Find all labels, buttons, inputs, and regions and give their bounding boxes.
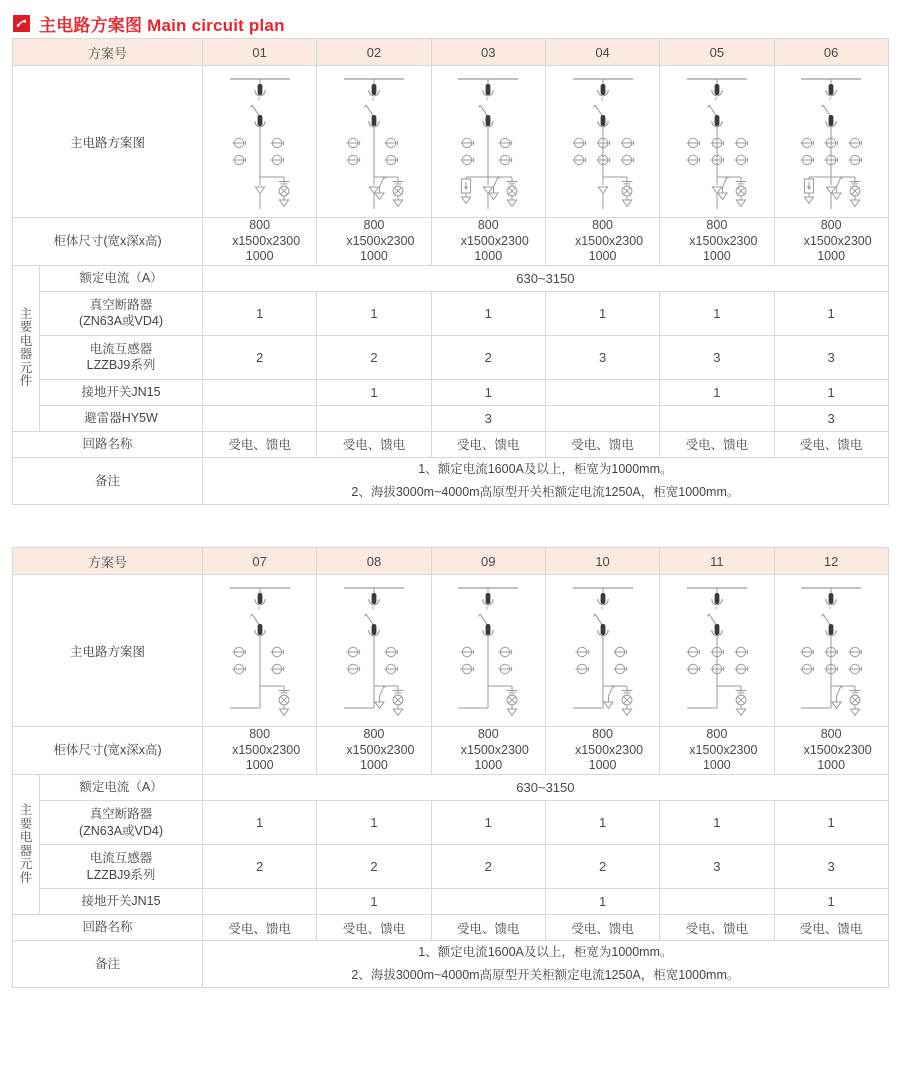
dimension-alt-width: 1000 <box>360 758 388 773</box>
circuit-name-cell: 受电、馈电 <box>545 431 659 457</box>
component-qty-cell: 1 <box>774 379 888 405</box>
component-qty-cell: 3 <box>545 335 659 379</box>
header-plan-no: 03 <box>431 39 545 66</box>
component-row-label: 额定电流（A） <box>40 775 203 801</box>
circuit-diagram-cell <box>431 575 545 727</box>
component-qty-cell: 2 <box>317 845 431 889</box>
header-plan-no: 09 <box>431 548 545 575</box>
component-qty-cell: 3 <box>774 845 888 889</box>
component-row-label: 避雷器HY5W <box>40 405 203 431</box>
header-plan-no: 12 <box>774 548 888 575</box>
header-plan-no: 04 <box>545 39 659 66</box>
component-qty-cell: 1 <box>545 291 659 335</box>
dimension-depth-height: x1500x2300 <box>574 742 644 757</box>
dimension-depth-height: x1500x2300 <box>232 742 301 757</box>
component-row-label: 接地开关JN15 <box>40 889 203 915</box>
component-qty-cell: 1 <box>203 291 317 335</box>
component-row <box>13 405 889 431</box>
circuit-name-cell: 受电、馈电 <box>203 431 317 457</box>
vlabel-char: 要 <box>19 320 33 335</box>
component-group-label <box>13 265 40 431</box>
component-qty-cell: 1 <box>317 801 431 845</box>
dimension-width: 800 <box>592 218 613 232</box>
dimension-alt-width: 1000 <box>360 249 388 264</box>
circuit-name-cell: 受电、馈电 <box>774 431 888 457</box>
dimension-cell <box>660 218 774 266</box>
dimension-width: 800 <box>820 727 842 742</box>
component-row-label-line2: LZZBJ9系列 <box>86 867 156 882</box>
component-qty-cell <box>545 379 659 405</box>
component-qty-cell <box>660 889 774 915</box>
circuit-diagram-cell <box>317 575 431 727</box>
circuit-diagram-cell <box>660 575 774 727</box>
component-qty-cell <box>317 405 431 431</box>
component-qty-cell: 1 <box>431 801 545 845</box>
dimension-alt-width: 1000 <box>588 758 617 773</box>
component-qty-cell: 1 <box>660 291 774 335</box>
table-gap <box>0 505 900 547</box>
dimension-width: 800 <box>249 727 271 742</box>
component-qty-cell: 1 <box>774 889 888 915</box>
page-title: 主电路方案图 Main circuit plan <box>39 15 285 35</box>
dimension-cell <box>545 727 659 775</box>
component-qty-cell: 1 <box>431 379 545 405</box>
circuit-name-cell: 受电、馈电 <box>203 915 317 941</box>
component-row-label <box>40 291 203 335</box>
header-plan-no: 07 <box>203 548 317 575</box>
header-plan-label: 方案号 <box>13 548 203 575</box>
circuit-diagram-cell <box>774 575 888 727</box>
component-qty-cell: 1 <box>660 379 774 405</box>
header-plan-no: 11 <box>660 548 774 575</box>
component-row <box>13 291 889 335</box>
dimension-depth-height: x1500x2300 <box>689 233 758 248</box>
dimension-width: 800 <box>477 727 499 742</box>
svg-text:x: x <box>828 96 832 102</box>
header-plan-label: 方案号 <box>13 39 203 66</box>
vlabel-char: 主 <box>19 803 33 817</box>
circuit-name-row <box>13 431 889 457</box>
remark-line: 2、海拔3000m~4000m高原型开关柜额定电流1250A，柜宽1000mm。 <box>351 485 740 499</box>
circuit-diagram-06 <box>775 67 888 217</box>
dimension-alt-width: 1000 <box>474 758 503 773</box>
component-qty-cell: 1 <box>660 801 774 845</box>
rated-current-value: 630~3150 <box>203 775 889 801</box>
remark-body <box>203 457 889 504</box>
diagram-row <box>13 66 889 218</box>
table-header-row <box>13 548 889 575</box>
component-row <box>13 845 889 889</box>
vlabel-char: 器 <box>19 347 33 362</box>
rated-current-value: 630~3150 <box>203 265 889 291</box>
circuit-diagram-cell <box>545 575 659 727</box>
circuit-name-cell: 受电、馈电 <box>317 915 431 941</box>
header-plan-no: 06 <box>774 39 888 66</box>
main-circuit-plan-table <box>12 547 889 988</box>
header-plan-no: 05 <box>660 39 774 66</box>
component-qty-cell: 1 <box>774 801 888 845</box>
circuit-diagram-01 <box>203 67 316 217</box>
svg-text:x: x <box>257 605 260 612</box>
svg-text:x: x <box>714 96 718 102</box>
component-qty-cell <box>203 889 317 915</box>
circuit-name-cell: 受电、馈电 <box>431 431 545 457</box>
component-qty-cell: 1 <box>545 801 659 845</box>
circuit-diagram-cell <box>545 66 659 218</box>
dimension-alt-width: 1000 <box>702 249 731 264</box>
dimension-depth-height: x1500x2300 <box>346 742 415 757</box>
dimension-width: 800 <box>706 218 728 232</box>
component-row <box>13 801 889 845</box>
svg-text:x: x <box>600 605 603 612</box>
page-title-bar <box>0 0 900 38</box>
vlabel-char: 要 <box>19 816 33 831</box>
dimension-cell <box>317 218 431 266</box>
component-qty-cell: 1 <box>545 889 659 915</box>
dimension-cell <box>774 218 888 266</box>
dimension-depth-height: x1500x2300 <box>574 233 644 248</box>
component-qty-cell: 2 <box>431 335 545 379</box>
svg-text:x: x <box>828 605 832 612</box>
dimension-width: 800 <box>363 727 385 742</box>
dimension-alt-width: 1000 <box>474 249 503 264</box>
dimension-cell <box>317 727 431 775</box>
component-row-label-line1: 真空断路器 <box>89 806 153 821</box>
component-qty-cell <box>431 889 545 915</box>
circuit-name-row-label: 回路名称 <box>13 915 203 941</box>
component-row <box>13 775 889 801</box>
circuit-diagram-cell <box>431 66 545 218</box>
component-row <box>13 335 889 379</box>
component-qty-cell: 1 <box>317 379 431 405</box>
circuit-diagram-cell <box>774 66 888 218</box>
component-qty-cell <box>203 379 317 405</box>
circuit-diagram-09 <box>432 576 545 726</box>
component-row <box>13 265 889 291</box>
dimension-depth-height: x1500x2300 <box>460 742 529 757</box>
dimension-width: 800 <box>363 218 385 232</box>
dimension-cell <box>431 727 545 775</box>
main-circuit-plan-table <box>12 38 889 505</box>
circuit-diagram-cell <box>660 66 774 218</box>
vlabel-char: 电 <box>19 333 33 348</box>
circuit-diagram-cell <box>203 66 317 218</box>
component-qty-cell <box>660 405 774 431</box>
svg-text:x: x <box>600 96 603 102</box>
component-qty-cell: 2 <box>203 335 317 379</box>
dimension-depth-height: x1500x2300 <box>232 233 301 248</box>
component-qty-cell: 2 <box>317 335 431 379</box>
remark-row <box>13 457 889 504</box>
component-group-label-text <box>13 804 39 885</box>
component-row <box>13 379 889 405</box>
dimension-depth-height: x1500x2300 <box>689 742 758 757</box>
component-qty-cell: 2 <box>545 845 659 889</box>
component-qty-cell <box>545 405 659 431</box>
svg-text:x: x <box>486 605 489 612</box>
remark-body <box>203 941 889 988</box>
svg-text:x: x <box>371 605 375 612</box>
dimension-width: 800 <box>477 218 499 232</box>
component-group-label <box>13 775 40 915</box>
svg-text:x: x <box>257 96 260 102</box>
dimension-cell <box>660 727 774 775</box>
dimension-width: 800 <box>592 727 613 742</box>
component-row-label-line2: (ZN63A或VD4) <box>78 823 164 838</box>
circuit-name-cell: 受电、馈电 <box>317 431 431 457</box>
header-plan-no: 02 <box>317 39 431 66</box>
component-row-label: 接地开关JN15 <box>40 379 203 405</box>
component-qty-cell: 3 <box>431 405 545 431</box>
component-row-label-line1: 电流互感器 <box>89 341 153 356</box>
header-plan-no: 08 <box>317 548 431 575</box>
component-group-label-text <box>13 308 39 389</box>
diagram-row-label: 主电路方案图 <box>13 66 203 218</box>
component-row-label <box>40 845 203 889</box>
circuit-diagram-12 <box>775 576 888 726</box>
vlabel-char: 元 <box>19 360 33 375</box>
dimension-cell <box>203 727 317 775</box>
table-section <box>0 547 900 988</box>
cabinet-dimension-row <box>13 218 889 266</box>
dimension-cell <box>203 218 317 266</box>
cabinet-dimension-row <box>13 727 889 775</box>
dimension-row-label: 柜体尺寸(宽x深x高) <box>13 727 203 775</box>
dimension-width: 800 <box>706 727 728 742</box>
circuit-diagram-03 <box>432 67 545 217</box>
red-square-logo-icon <box>13 15 30 32</box>
remark-label: 备注 <box>13 941 203 988</box>
dimension-depth-height: x1500x2300 <box>460 233 529 248</box>
component-qty-cell: 2 <box>203 845 317 889</box>
svg-text:x: x <box>714 605 718 612</box>
table-section <box>0 38 900 505</box>
circuit-diagram-cell <box>203 575 317 727</box>
dimension-alt-width: 1000 <box>817 758 846 773</box>
dimension-width: 800 <box>820 218 842 232</box>
vlabel-char: 件 <box>19 374 33 389</box>
component-qty-cell <box>203 405 317 431</box>
component-row-label-line2: LZZBJ9系列 <box>86 358 156 373</box>
remark-line: 1、额定电流1600A及以上，柜宽为1000mm。 <box>418 461 673 476</box>
dimension-alt-width: 1000 <box>245 249 274 264</box>
diagram-row-label: 主电路方案图 <box>13 575 203 727</box>
remark-line: 2、海拔3000m~4000m高原型开关柜额定电流1250A，柜宽1000mm。 <box>351 968 740 983</box>
component-row-label-line2: (ZN63A或VD4) <box>78 314 164 329</box>
circuit-diagram-04 <box>546 67 659 217</box>
circuit-diagram-10 <box>546 576 659 726</box>
circuit-diagram-05 <box>660 67 773 217</box>
circuit-diagram-cell <box>317 66 431 218</box>
tables-root <box>0 38 900 988</box>
vlabel-char: 件 <box>19 870 33 885</box>
circuit-diagram-08 <box>317 576 430 726</box>
component-row-label <box>40 335 203 379</box>
dimension-width: 800 <box>249 218 271 232</box>
dimension-depth-height: x1500x2300 <box>803 233 872 248</box>
vlabel-char: 主 <box>19 306 33 321</box>
dimension-cell <box>431 218 545 266</box>
dimension-alt-width: 1000 <box>245 758 274 773</box>
circuit-name-row <box>13 915 889 941</box>
component-qty-cell: 1 <box>431 291 545 335</box>
component-row-label: 额定电流（A） <box>40 265 203 291</box>
component-qty-cell: 1 <box>317 889 431 915</box>
component-qty-cell: 3 <box>660 335 774 379</box>
remark-label: 备注 <box>13 457 203 504</box>
component-row-label <box>40 801 203 845</box>
vlabel-char: 元 <box>19 857 33 871</box>
circuit-name-cell: 受电、馈电 <box>660 431 774 457</box>
header-plan-no: 10 <box>545 548 659 575</box>
circuit-name-row-label: 回路名称 <box>13 431 203 457</box>
component-qty-cell: 1 <box>203 801 317 845</box>
circuit-diagram-02 <box>317 67 430 217</box>
circuit-diagram-07 <box>203 576 316 726</box>
svg-text:x: x <box>371 96 375 102</box>
circuit-name-cell: 受电、馈电 <box>774 915 888 941</box>
component-qty-cell: 2 <box>431 845 545 889</box>
component-qty-cell: 3 <box>774 335 888 379</box>
dimension-alt-width: 1000 <box>588 249 617 264</box>
circuit-name-cell: 受电、馈电 <box>431 915 545 941</box>
circuit-name-cell: 受电、馈电 <box>545 915 659 941</box>
component-row <box>13 889 889 915</box>
component-qty-cell: 1 <box>317 291 431 335</box>
dimension-cell <box>774 727 888 775</box>
component-qty-cell: 1 <box>774 291 888 335</box>
component-qty-cell: 3 <box>660 845 774 889</box>
dimension-alt-width: 1000 <box>817 249 846 264</box>
svg-text:x: x <box>486 96 489 102</box>
vlabel-char: 电 <box>19 830 33 844</box>
component-row-label-line1: 真空断路器 <box>89 297 153 312</box>
circuit-name-cell: 受电、馈电 <box>660 915 774 941</box>
component-row-label-line1: 电流互感器 <box>89 850 153 865</box>
vlabel-char: 器 <box>19 843 33 858</box>
component-qty-cell: 3 <box>774 405 888 431</box>
circuit-diagram-11 <box>660 576 773 726</box>
dimension-alt-width: 1000 <box>702 758 731 773</box>
dimension-depth-height: x1500x2300 <box>803 742 872 757</box>
dimension-row-label: 柜体尺寸(宽x深x高) <box>13 218 203 266</box>
diagram-row <box>13 575 889 727</box>
table-header-row <box>13 39 889 66</box>
dimension-depth-height: x1500x2300 <box>346 233 415 248</box>
header-plan-no: 01 <box>203 39 317 66</box>
remark-row <box>13 941 889 988</box>
dimension-cell <box>545 218 659 266</box>
remark-line: 1、额定电流1600A及以上，柜宽为1000mm。 <box>418 945 673 959</box>
